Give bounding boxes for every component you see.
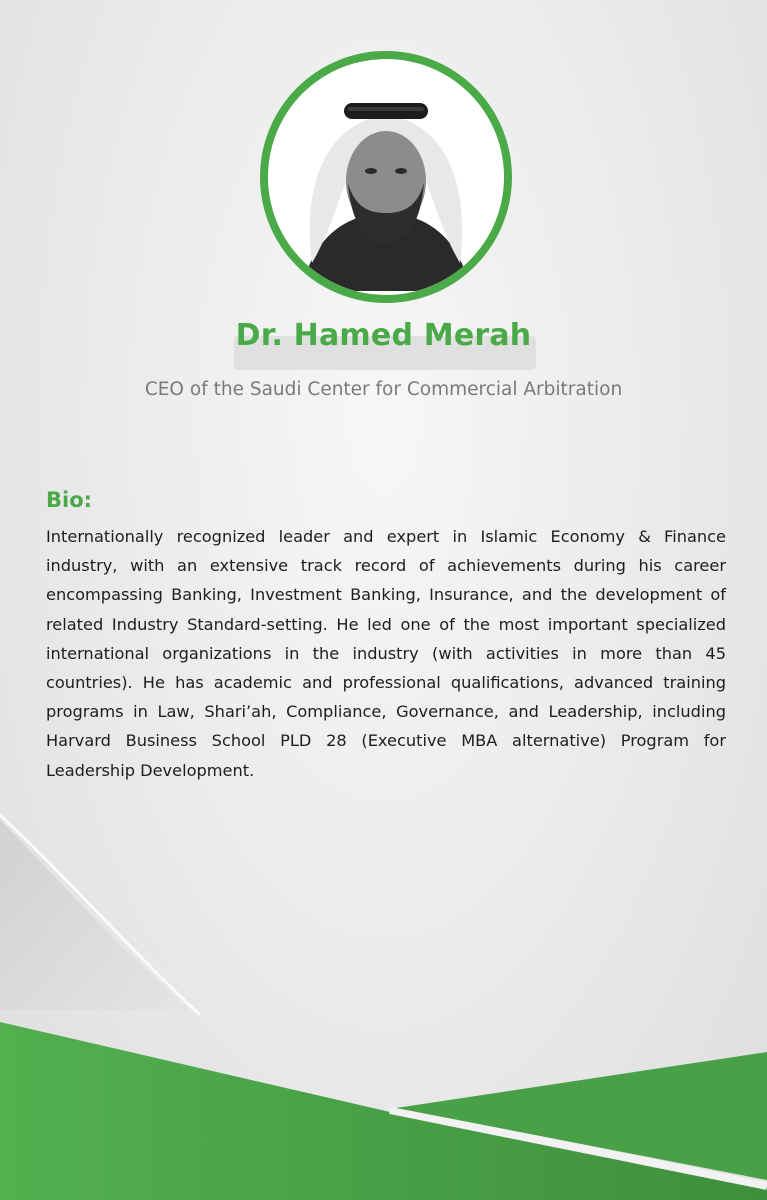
avatar <box>260 51 512 303</box>
person-name: Dr. Hamed Merah <box>235 318 532 353</box>
bio-text: Internationally recognized leader and expert in Islamic Economy & Finance industry, with an extensive track record of achievements during his career encompassing Banking, Investment Banking, Insurance, and the development of related Industry Standard-setting. He led one of the most important specialized international organizations in the industry (with activities in more than 45 countries). He has academic and professional qualifications, advanced training programs in Law, Shari’ah, Compliance, Governance, and Leadership, including Harvard Business School PLD 28 (Executive MBA alternative) Program for Leadership Development. <box>46 527 726 780</box>
gray-swoosh <box>0 820 190 1010</box>
person-title: CEO of the Saudi Center for Commercial Arbitration <box>144 379 623 400</box>
portrait-illustration <box>272 63 500 291</box>
bio-heading: Bio: <box>46 488 93 512</box>
